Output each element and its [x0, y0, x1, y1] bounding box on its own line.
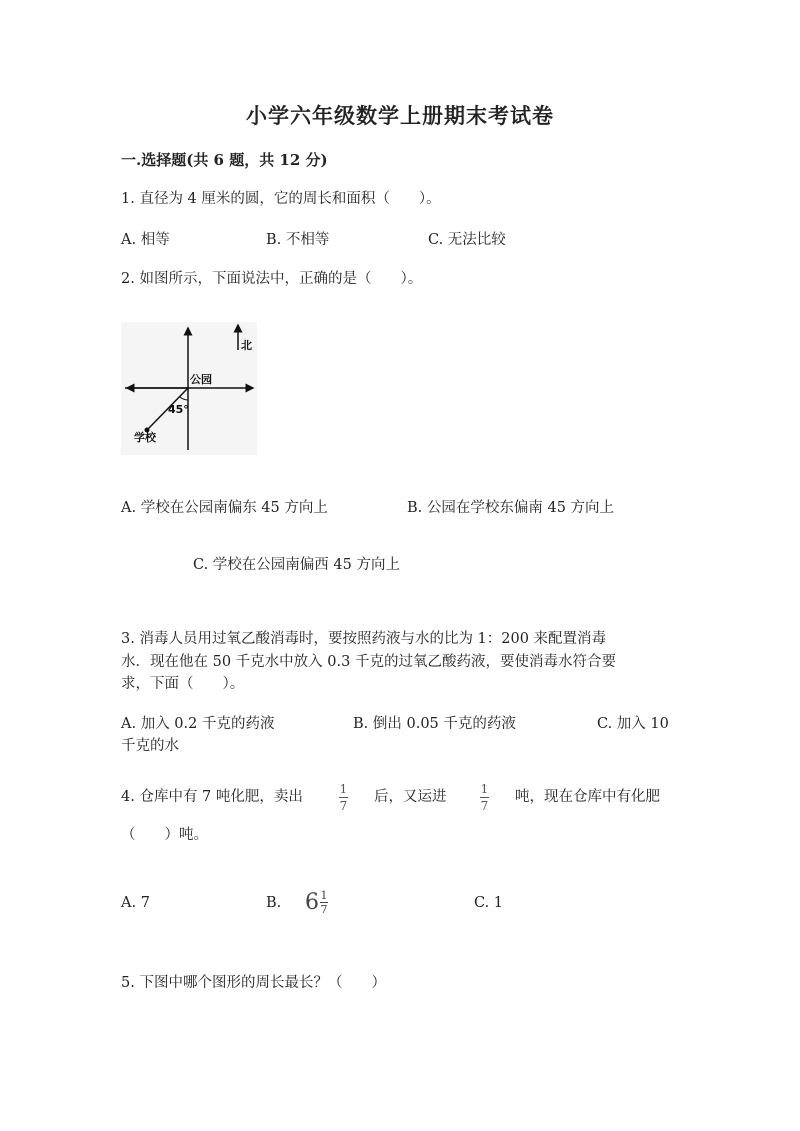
question-3-option-b: B. 倒出 0.05 千克的药液	[353, 716, 516, 732]
question-5-text: 5. 下图中哪个图形的周长最长？（ ）	[121, 975, 386, 991]
mixed-number-fraction	[320, 890, 328, 915]
question-4-option-c: C. 1	[474, 895, 504, 911]
fraction-numerator: 1	[480, 782, 489, 796]
question-2-text: 2. 如图所示，下面说法中，正确的是（ ）。	[121, 271, 423, 287]
question-3-line-3: 求，下面（ ）。	[121, 676, 245, 692]
fraction-denominator: 7	[320, 903, 328, 916]
question-1-text: 1. 直径为 4 厘米的圆，它的周长和面积（ ）。	[121, 191, 441, 207]
fraction-bar	[480, 797, 489, 798]
question-1-option-a: A. 相等	[121, 232, 170, 248]
question-1-option-b: B. 不相等	[266, 232, 330, 248]
question-4-part-2: 后，又运进	[374, 789, 447, 805]
angle-arc	[180, 397, 189, 401]
fraction-bar	[339, 797, 348, 798]
question-3-line-2: 水．现在他在 50 千克水中放入 0.3 千克的过氧乙酸药液，要使消毒水符合要	[121, 654, 616, 670]
fraction-denominator: 7	[480, 799, 489, 813]
fraction-numerator: 1	[339, 782, 348, 796]
compass-direction-figure	[121, 322, 257, 455]
question-4-option-b: B.	[266, 895, 282, 911]
angle-label: 45°	[168, 403, 189, 416]
question-4-option-a: A. 7	[121, 895, 150, 911]
park-label: 公园	[190, 373, 212, 386]
question-4-line-2: （ ）吨。	[121, 827, 208, 843]
mixed-number-whole: 6	[305, 890, 319, 915]
page-title: 小学六年级数学上册期末考试卷	[246, 103, 554, 128]
school-label: 学校	[134, 431, 156, 444]
question-1-option-c: C. 无法比较	[428, 232, 506, 248]
question-3-option-a: A. 加入 0.2 千克的药液	[121, 716, 275, 732]
question-2-option-b: B. 公园在学校东偏南 45 方向上	[407, 500, 615, 516]
fraction-one-seventh-2	[480, 783, 489, 812]
question-4-part-3: 吨，现在仓库中有化肥	[515, 789, 660, 805]
north-label: 北	[241, 339, 252, 352]
fraction-one-seventh-1	[339, 783, 348, 812]
mixed-number-six-and-one-seventh	[305, 890, 328, 915]
question-2-option-c: C. 学校在公园南偏西 45 方向上	[193, 557, 400, 573]
fraction-denominator: 7	[339, 799, 348, 813]
question-3-option-c-continued: 千克的水	[121, 738, 179, 754]
fraction-numerator: 1	[320, 889, 328, 902]
question-2-option-a: A. 学校在公园南偏东 45 方向上	[121, 500, 328, 516]
section-heading: 一.选择题(共 6 题，共 12 分)	[121, 151, 328, 169]
question-3-line-1: 3. 消毒人员用过氧乙酸消毒时，要按照药液与水的比为 1：200 来配置消毒	[121, 631, 607, 647]
question-4-part-1: 4. 仓库中有 7 吨化肥，卖出	[121, 789, 303, 805]
question-3-option-c: C. 加入 10	[597, 716, 669, 732]
compass-diagram	[121, 322, 257, 455]
